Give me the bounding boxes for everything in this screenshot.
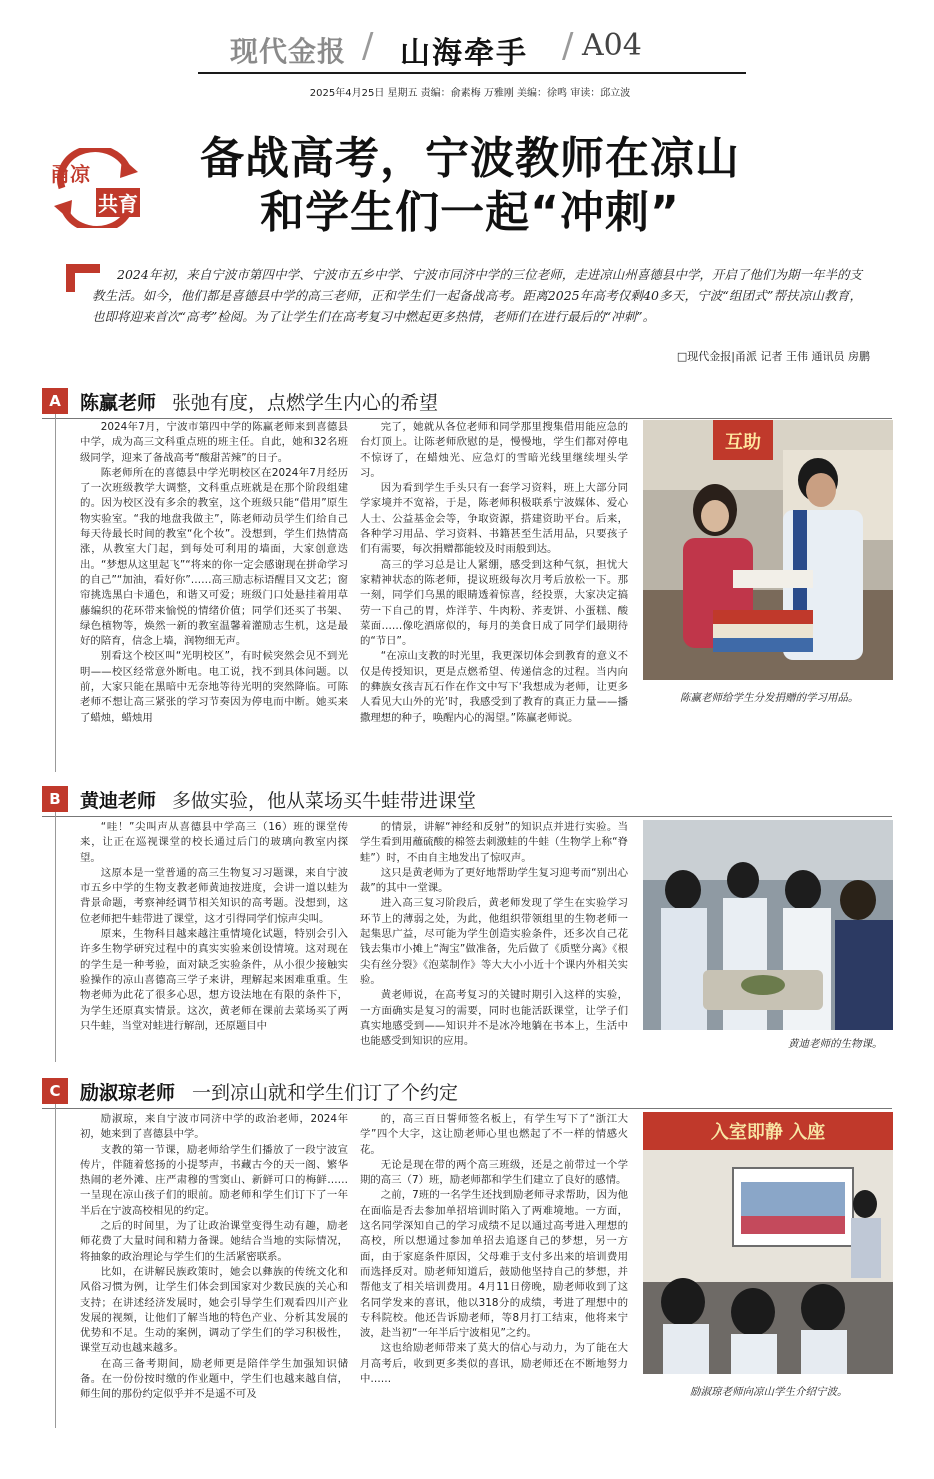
section-teacher-name: 黄迪老师 [80, 790, 157, 812]
section-name: 山海牵手 [400, 36, 528, 71]
photo-caption: 陈赢老师给学生分发捐赠的学习用品。 [680, 692, 859, 704]
photo-teacher-chen [643, 420, 893, 680]
section-rule [42, 816, 892, 817]
article-column [360, 820, 628, 1062]
article-column [80, 820, 348, 1062]
headline [160, 132, 780, 240]
article-paragraph: 完了，她就从各位老师和同学那里搜集借用能应急的台灯顶上。让陈老师欣慰的是，慢慢地，学生们都对停电不惊讶了，在蜡烛光、应急灯的雪暗光线里继续埋头学习。 [360, 421, 628, 479]
photo-teacher-li [643, 1112, 893, 1374]
article-column [360, 420, 628, 772]
section-vertical-rule [55, 1104, 56, 1428]
article-paragraph: 这也给励老师带来了莫大的信心与动力，为了能在大月高考后，收到更多类似的喜讯，励老师还在不断地努力中…… [360, 1342, 628, 1386]
photo-teacher-huang [643, 820, 893, 1030]
article-paragraph: 因为看到学生手头只有一套学习资料，班上大部分同学家境并不宽裕，于是，陈老师积极联系宁波媒体、爱心人士、公益基金会等，争取资源，搭建资助平台。后来，各种学习用品、学习资料、书籍甚至生活用品，只要孩子们有需要，每次捐赠都能较及时雨般到达。 [360, 482, 628, 556]
page-number: A04 [582, 28, 642, 63]
article-paragraph: 别看这个校区叫“光明校区”，有时候突然会见不到光明——校区经常意外断电。电工说，找不到具体问题。以前，大家只能在黑暗中无奈地等待光明的突然降临。可陈老师不想让高三紧张的学习节奏因为停电而中断。她买来了蜡烛，蜡烛用 [80, 650, 348, 724]
article-paragraph: “在凉山支教的时光里，我更深切体会到教育的意义不仅是传授知识，更是点燃希望、传递信念的过程。当内向的彝族女孩吉瓦石作在作文中写下‘我想成为老师，让更多人看见大山外的光’时，我感受到了教育的真正力量——播撒理想的种子，唤醒内心的渴望。”陈赢老师说。 [360, 650, 628, 724]
article-paragraph: 比如，在讲解民族政策时，她会以彝族的传统文化和风俗习惯为例，让学生们体会到国家对少数民族的关心和支持；在讲述经济发展时，她会引导学生们观看四川产业发展的视频，让他们了解当地的特色产业、分析其发展的优势和不足。生动的案例，调动了学生们的学习积极性，课堂互动也越来越多。 [80, 1265, 348, 1355]
photo-sign-text: 互助 [725, 432, 761, 453]
article-paragraph: “哇！”尖叫声从喜德县中学高三（16）班的课堂传来，让正在巡视课堂的校长通过后门的玻璃向教室内探望。 [80, 821, 348, 864]
section-subtitle: 一到凉山就和学生们订了个约定 [192, 1082, 459, 1104]
section-teacher-name: 励淑琼老师 [80, 1082, 176, 1104]
article-paragraph: 2024年7月，宁波市第四中学的陈赢老师来到喜德县中学，成为高三文科重点班的班主任。自此，她和32名班级同学，迎来了备战高考“酸甜苦辣”的日子。 [80, 421, 348, 464]
article-column [360, 1112, 628, 1428]
article-paragraph: 之前，7班的一名学生还找到励老师寻求帮助，因为他在面临是否去参加单招培训时陷入了两难境地。一方面，这名同学深知自己的学习成绩不足以通过高考进入理想的高校，所以想通过参加单招去追逐自己的梦想，另一方面，由于家庭条件原因，父母难于支付多出来的培训费用而选择反对。励老师知道后，鼓励他坚持自己的梦想，并帮他支了相关培训费用。4月11日傍晚，励老师收到了这名同学发来的喜讯，他以318分的成绩，考进了理想中的专科院校。他还告诉励老师，等8月打工结束，他将来宁波，赴当初“一年半后宁波相见”之约。 [360, 1189, 628, 1340]
headline-line: 和学生们一起“冲刺” [260, 187, 680, 238]
article-paragraph: 支教的第一节课，励老师给学生们播放了一段宁波宣传片，伴随着悠扬的小提琴声，书藏古今的天一阁、繁华热闹的老外滩、庄严肃穆的雪窦山、新鲜可口的梅鲜……一呈现在凉山孩子们的眼前。励老师和学生们订下了一年半后在宁波高校相见的约定。 [80, 1143, 348, 1217]
lead-paragraph: 2024年初，来自宁波市第四中学、宁波市五乡中学、宁波市同济中学的三位老师，走进凉山州喜德县中学，开启了他们为期一年半的支教生活。如今，他们都是喜德县中学的高三老师，正和学生们一起备战高考。距离2025年高考仅剩40多天，宁波“组团式”帮扶凉山教育，也即将迎来首次“高考”检阅。为了让学生们在高考复习中燃起更多热情，老师们在进行最后的“冲刺”。 [92, 267, 862, 324]
article-paragraph: 励淑琼，来自宁波市同济中学的政治老师，2024年初，她来到了喜德县中学。 [80, 1113, 348, 1141]
paper-name: 现代金报 [230, 35, 347, 68]
section-subtitle: 张弛有度，点燃学生内心的希望 [172, 392, 439, 414]
section-rule [42, 418, 892, 419]
section-tag-b: B [42, 786, 68, 812]
section-subtitle: 多做实验，他从菜场买牛蛙带进课堂 [172, 790, 477, 812]
masthead-slash: / [562, 26, 574, 66]
section-vertical-rule [55, 812, 56, 1062]
article-paragraph: 的情景，讲解“神经和反射”的知识点并进行实验。当学生看到用蘸硫酸的棉签去刺激蛙的牛蛙（生物学上称“脊蛙”）时，不由自主地发出了惊叹声。 [360, 821, 628, 864]
article-paragraph: 在高三备考期间，励老师更是陪伴学生加强知识储备。在一份份按时缴的作业题中，学生们也越来越自信，师生间的那份约定似乎并不是遥不可及 [80, 1357, 348, 1401]
headline-line: 备战高考，宁波教师在凉山 [200, 133, 740, 184]
photo-sign-text: 入室即静 入座 [710, 1122, 826, 1143]
masthead-rule [198, 72, 746, 74]
article-paragraph: 这只是黄老师为了更好地帮助学生复习迎考而“别出心裁”的其中一堂课。 [360, 866, 628, 895]
byline: □现代金报|甬派 记者 王伟 通讯员 房鹏 [676, 350, 870, 363]
article-paragraph: 之后的时间里，为了让政治课堂变得生动有趣，励老师花费了大量时间和精力备课。她结合当地的实际情况，将抽象的政治理论与学生们的生活紧密联系。 [80, 1220, 348, 1263]
dateline: 2025年4月25日 星期五 责编：俞素梅 万雅刚 美编：徐鸣 审读：邱立波 [309, 88, 631, 99]
article-paragraph: 陈老师所在的喜德县中学光明校区在2024年7月经历了一次班级教学大调整，文科重点班就是在那个阶段组建的。因为校区没有多余的教室，这个班级只能“借用”原生物实验室。“我的地盘我做主”，陈老师动员学生们给自己每天待最长时间的教室“化个妆”。没想到，学生们热情高涨，从教室大门起，到每处可利用的墙面，大家创意迭出。“梦想从这里起飞”“将来的你一定会感谢现在拼命学习的自己”“加油，看好你”……高三励志标语醒目又文艺；窗帘挑选黑白卡通色，和谐又可爱；班级门口处悬挂着用草藤编织的花环带来愉悦的情绪价值；同学们还买了书架、绿色植物等，焕然一新的教室温馨着灌励志生机，这是最好的陪育，信念上墙，润物细无声。 [80, 466, 348, 648]
section-tag-c: C [42, 1078, 68, 1104]
section-teacher-name: 陈赢老师 [80, 392, 157, 414]
article-paragraph: 的，高三百日誓师签名板上，有学生写下了“浙江大学”四个大字，这让励老师心里也燃起了不一样的情感火花。 [360, 1113, 628, 1156]
article-column [80, 420, 348, 772]
section-tag-a: A [42, 388, 68, 414]
article-paragraph: 进入高三复习阶段后，黄老师发现了学生在实验学习环节上的薄弱之处，为此，他组织带领组里的生物老师一起集思广益，尽可能为学生创造实验条件，还多次自己花钱去集市小摊上“淘宝”做准备，先后做了《质壁分离》《根尖有丝分裂》《泡菜制作》等大大小小近十个课内外相关实验。 [360, 897, 628, 986]
article-paragraph: 原来，生物科目越来越注重情境化试题，特别会引入许多生物学研究过程中的真实实验来创设情境。这对现在的学生是一种考验，面对缺乏实验条件，从小很少接触实验操作的凉山喜德高三学子来讲，理解起来困难重重。生物老师为此花了很多心思，想方设法地在有限的条件下，为学生还原真实情景。这次，黄老师在课前去菜场买了两只牛蛙，当堂对蛙进行解剖，还原题目中 [80, 928, 348, 1032]
masthead [190, 22, 750, 72]
section-vertical-rule [55, 414, 56, 772]
article-paragraph: 黄老师说，在高考复习的关键时期引入这样的实验，一方面确实是复习的需要，同时也能活跃课堂，让学子们真实地感受到——知识并不是冰冷地躺在书本上，生活中也能感受到知识的应用。 [360, 989, 628, 1048]
column-logo [42, 148, 150, 228]
logo-text-left: 甬凉 [50, 162, 90, 186]
article-paragraph: 这原本是一堂普通的高三生物复习习题课，来自宁波市五乡中学的生物支教老师黄迪按进度，会讲一道以蛙为背景命题，考察神经调节相关知识的高考题。没想到，这位老师把牛蛙带进了课堂，这才引得同学们惊声尖叫。 [80, 866, 348, 925]
article-paragraph: 无论是现在带的两个高三班级，还是之前带过一个学期的高三（7）班，励老师都和学生们建立了良好的感情。 [360, 1158, 628, 1187]
article-column [80, 1112, 348, 1428]
article-paragraph: 高三的学习总是让人紧绷，感受到这种气氛，担忧大家精神状态的陈老师，提议班级每次月考后放松一下。那一刻，同学们乌黑的眼睛透着惊喜，经投票，大家决定搞劳一下自己的胃，炸洋芋、牛肉粉、荞麦饼、小蛋糕、酸菜面……像吃酒席似的，每月的美食日成了同学们最期待的“节日”。 [360, 558, 628, 648]
photo-caption: 黄迪老师的生物课。 [788, 1038, 883, 1050]
photo-caption: 励淑琼老师向凉山学生介绍宁波。 [690, 1386, 848, 1398]
logo-text-right: 共育 [96, 188, 140, 217]
masthead-slash: / [362, 26, 374, 66]
section-rule [42, 1108, 892, 1109]
